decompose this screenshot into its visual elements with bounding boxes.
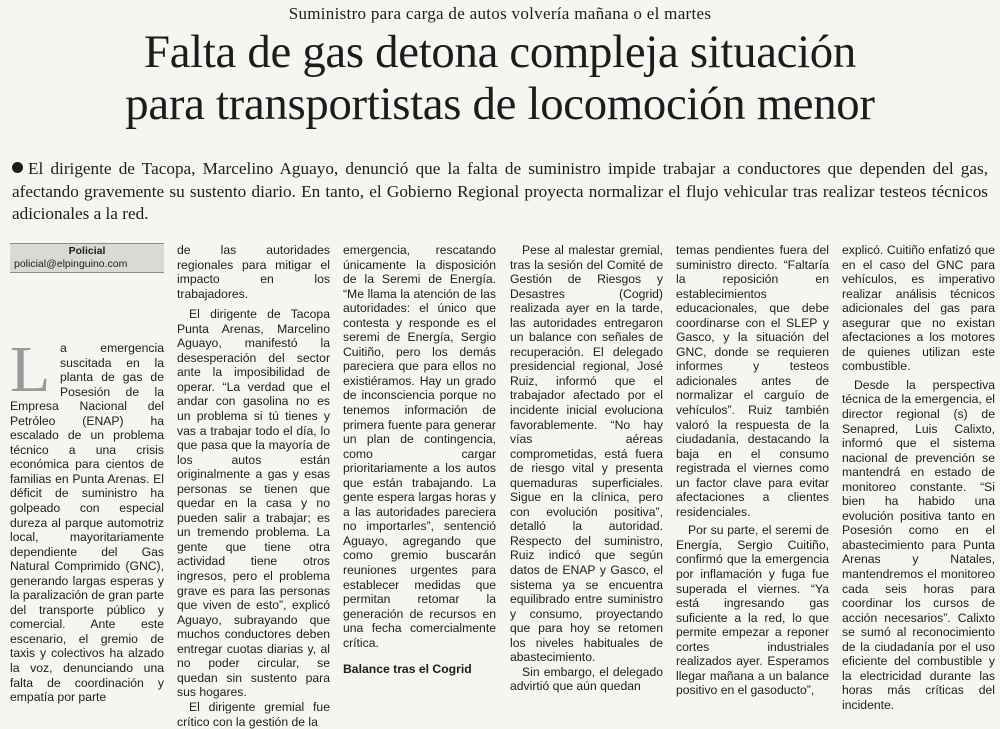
body-paragraph: Por su parte, el seremi de Energía, Sergio Cuitiño, confirmó que la emergencia por inflamación y fuga fue superada el viernes. “Ya está ingresando gas suficiente a la red, lo que permite empezar a reponer cortes industriales realizados ayer. Esperamos llegar mañana a un balance positivo en el gasoducto”, xyxy=(676,523,829,698)
column-5 xyxy=(676,243,829,698)
lead-text: El dirigente de Tacopa, Marcelino Aguayo, denunció que la falta de suministro impide trabajar a conductores que dependen del gas, afectando gravemente su sustento diario. En tanto, el Gobierno Regional proyecta normalizar el flujo vehicular tras realizar testeos técnicos adicionales a la red. xyxy=(12,159,988,223)
body-paragraph: Sin embargo, el delegado advirtió que aún quedan xyxy=(510,664,663,694)
bullet-icon xyxy=(12,162,23,173)
body-paragraph: emergencia, rescatando únicamente la disposición de la Seremi de Energía. “Me llama la atención de las autoridades: el único que contesta y responde es el seremi de Energía, Sergio Cuitiño, pero los demás pareciera que para ellos no existiéramos. Hay un grado de inconsciencia porque no tenemos información de primera fuente para generar un plan de contingencia, como cargar prioritariamente a los autos que están trabajando. La gente espera largas horas y a las autoridades pareciera no importarles”, sentenció Aguayo, agregando que como gremio buscarán reuniones urgentes para establecer medidas que permitan retomar la generación de recursos en una fecha comercialmente crítica. xyxy=(343,243,496,650)
section-subhead: Balance tras el Cogrid xyxy=(343,662,472,677)
kicker: Suministro para carga de autos volvería mañana o el martes xyxy=(288,4,712,23)
body-paragraph: a emergencia suscitada en la planta de gas de Posesión de la Empresa Nacional del Petróleo (ENAP) ha escalado de un problema técnico a una crisis económica para cientos de familias en Punta Arenas. El déficit de suministro ha golpeado con especial dureza al parque automotriz local, mayoritariamente dependiente del Gas Natural Comprimido (GNC), generando largas esperas y la paralización de gran parte del transporte público y comercial. Ante este escenario, el gremio de taxis y colectivos ha alzado la voz, denunciando una falta de coordinación y empatía por parte xyxy=(10,341,164,705)
column-2 xyxy=(177,243,330,729)
body-paragraph: explicó. Cuitiño enfatizó que en el caso del GNC para vehículos, es imperativo realizar análisis técnicos adicionales del gas para asegurar que no existan afectaciones a los motores de quienes utilizan este combustible. xyxy=(842,243,995,374)
byline-section: Policial xyxy=(68,245,106,257)
body-paragraph: Desde la perspectiva técnica de la emergencia, el director regional (s) de Senapred, Luis Calixto, informó que el sistema nacional de prevención se mantendrá en estado de monitoreo constante. “Si bien ha habido una evolución positiva tanto en Posesión como en el abastecimiento para Punta Arenas y Natales, mantendremos el monitoreo cada seis horas para coordinar los cursos de acción necesarios”. Calixto se sumó al reconocimiento de la ciudadanía por el uso eficiente del combustible y la electricidad durante las horas más críticas del incidente. xyxy=(842,377,995,712)
byline-email: policial@elpinguino.com xyxy=(14,258,128,270)
body-paragraph: de las autoridades regionales para mitigar el impacto en los trabajadores. xyxy=(177,243,330,301)
headline-line-2: para transportistas de locomoción menor xyxy=(125,78,875,130)
dropcap: L xyxy=(10,333,51,406)
body-paragraph: temas pendientes fuera del suministro directo. “Faltaría la reposición en establecimientos educacionales, que debe coordinarse con el SLEP y Gasco, y la situación del GNC, donde se requieren informes y testeos adicionales antes de normalizar el carguío de vehículos”. Ruiz también valoró la respuesta de la ciudadanía, destacando la baja en el consumo registrada el viernes como un factor clave para evitar afectaciones a clientes residenciales. xyxy=(676,243,829,519)
dropcap-paragraph xyxy=(10,333,164,705)
column-3 xyxy=(343,243,496,677)
column-6 xyxy=(842,243,995,712)
headline xyxy=(3,26,998,130)
article-columns xyxy=(10,243,995,729)
column-1 xyxy=(10,243,164,705)
body-paragraph: El dirigente de Tacopa Punta Arenas, Marcelino Aguayo, manifestó la desesperación del sector ante la imposibilidad de operar. “La verdad que el andar con gasolina no es un problema si tú tienes y vas a trabajar todo el día, lo que pasa que la mayoría de los autos están originalmente a gas y esas personas se tienen que quedar en la casa y no pueden salir a trabajar; es un tremendo problema. La gente que tiene otra actividad tiene otros ingresos, pero el problema grave es para las personas que viven de esto”, explicó Aguayo, subrayando que muchos conductores deben entregar cuotas diarias y, al no poder circular, se quedan sin sustento para sus hogares. xyxy=(177,307,330,700)
headline-line-1: Falta de gas detona compleja situación xyxy=(143,26,856,78)
body-paragraph: El dirigente gremial fue crítico con la gestión de la xyxy=(177,699,330,729)
byline-box xyxy=(10,243,164,273)
lead-paragraph xyxy=(12,158,988,226)
column-4 xyxy=(510,243,663,694)
body-paragraph: Pese al malestar gremial, tras la sesión del Comité de Gestión de Riesgos y Desastres (Cogrid) realizada ayer en la tarde, las autoridades entregaron un balance con señales de recuperación. El delegado presidencial regional, José Ruiz, informó que el trabajador afectado por el incidente inicial evoluciona favorablemente. “No hay vías aéreas comprometidas, está fuera de riesgo vital y presenta quemaduras superficiales. Sigue en la clínica, pero con evolución positiva”, detalló la autoridad. Respecto del suministro, Ruiz indicó que según datos de ENAP y Gasco, el sistema ya se encuentra equilibrado entre suministro y consumo, proyectando que para hoy se retomen los niveles habituales de abastecimiento. xyxy=(510,243,663,665)
